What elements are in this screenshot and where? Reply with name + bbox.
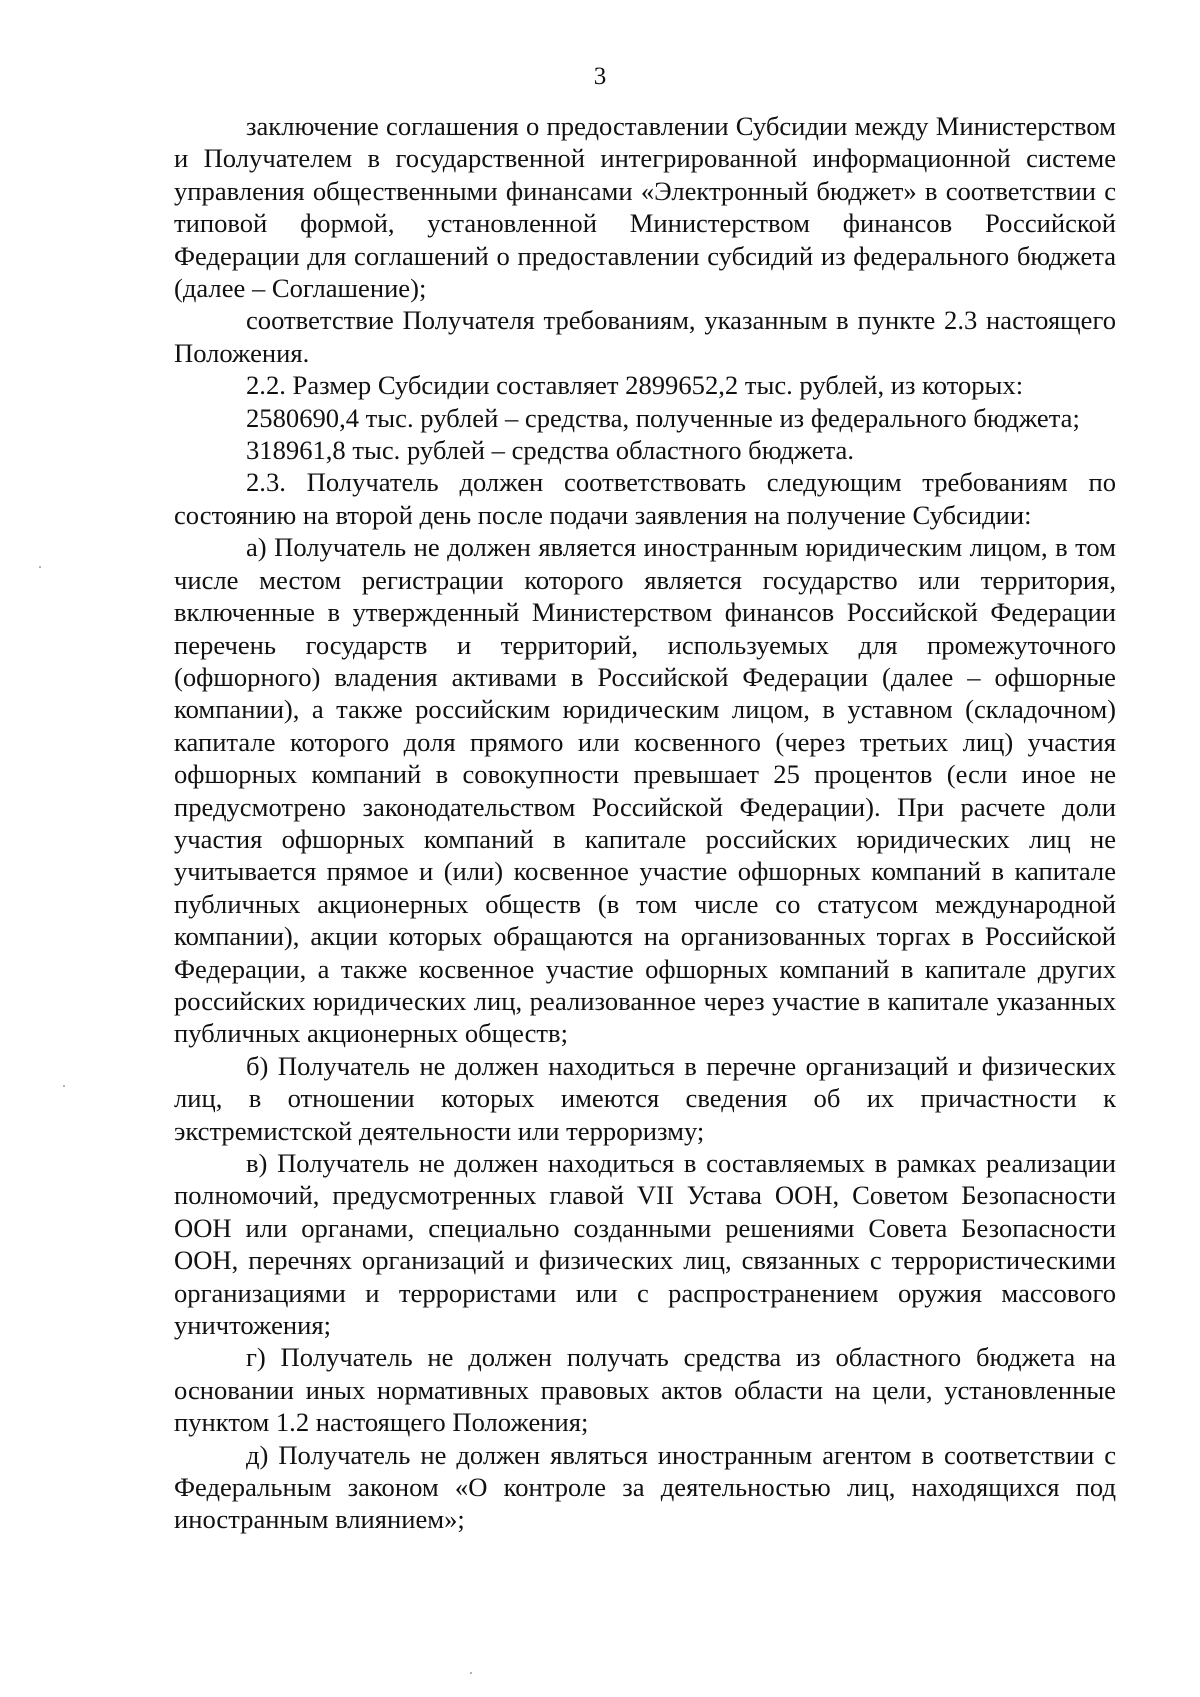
- document-body: [174, 110, 1116, 1536]
- paragraph-requirement-a: а) Получатель не должен является иностранным юридическим лицом, в том числе местом регистрации которого является государство или территория, включенные в утвержденный Министерством финансов Российской Федерации перечень государств и территорий, используемых для промежуточного (офшорного) владения активами в Российской Федерации (далее – офшорные компании), а также российским юридическим лицом, в уставном (складочном) капитале которого доля прямого или косвенного (через третьих лиц) участия офшорных компаний в совокупности превышает 25 процентов (если иное не предусмотрено законодательством Российской Федерации). При расчете доли участия офшорных компаний в капитале российских юридических лиц не учитывается прямое и (или) косвенное участие офшорных компаний в капитале публичных акционерных обществ (в том числе со статусом международной компании), акции которых обращаются на организованных торгах в Российской Федерации, а также косвенное участие офшорных компаний в капитале других российских юридических лиц, реализованное через участие в капитале указанных публичных акционерных обществ;: [174, 532, 1116, 1049]
- scan-speck: [63, 1085, 65, 1087]
- paragraph-requirements-compliance: соответствие Получателя требованиям, указанным в пункте 2.3 настоящего Положения.: [174, 305, 1116, 368]
- paragraph-requirement-g: г) Получатель не должен получать средства из областного бюджета на основании иных нормативных правовых актов области на цели, установленные пунктом 1.2 настоящего Положения;: [174, 1342, 1116, 1438]
- scan-speck: [39, 566, 41, 568]
- scan-speck: [470, 1672, 472, 1674]
- paragraph-requirement-v: в) Получатель не должен находиться в составляемых в рамках реализации полномочий, предусмотренных главой VII Устава ООН, Советом Безопасности ООН или органами, специально созданными решениями Совета Безопасности ООН, перечнях организаций и физических лиц, связанных с террористическими организациями и террористами или с распространением оружия массового уничтожения;: [174, 1148, 1116, 1341]
- paragraph-requirement-b: б) Получатель не должен находиться в перечне организаций и физических лиц, в отношении которых имеются сведения об их причастности к экстремистской деятельности или терроризму;: [174, 1050, 1116, 1146]
- paragraph-requirement-d: д) Получатель не должен являться иностранным агентом в соответствии с Федеральным законом «О контроле за деятельностью лиц, находящихся под иностранным влиянием»;: [174, 1439, 1116, 1535]
- page-number: 3: [593, 63, 607, 90]
- paragraph-federal-budget-funds: 2580690,4 тыс. рублей – средства, полученные из федерального бюджета;: [246, 402, 1080, 433]
- paragraph-agreement-conclusion: заключение соглашения о предоставлении Субсидии между Министерством и Получателем в государственной интегрированной информационной системе управления общественными финансами «Электронный бюджет» в соответствии с типовой формой, установленной Министерством финансов Российской Федерации для соглашений о предоставлении субсидий из федерального бюджета (далее – Соглашение);: [174, 111, 1116, 304]
- paragraph-2-3-requirements: 2.3. Получатель должен соответствовать следующим требованиям по состоянию на второй день после подачи заявления на получение Субсидии:: [174, 467, 1116, 530]
- paragraph-2-2-subsidy-size: 2.2. Размер Субсидии составляет 2899652,2 тыс. рублей, из которых:: [246, 370, 1024, 401]
- paragraph-regional-budget-funds: 318961,8 тыс. рублей – средства областного бюджета.: [246, 435, 854, 466]
